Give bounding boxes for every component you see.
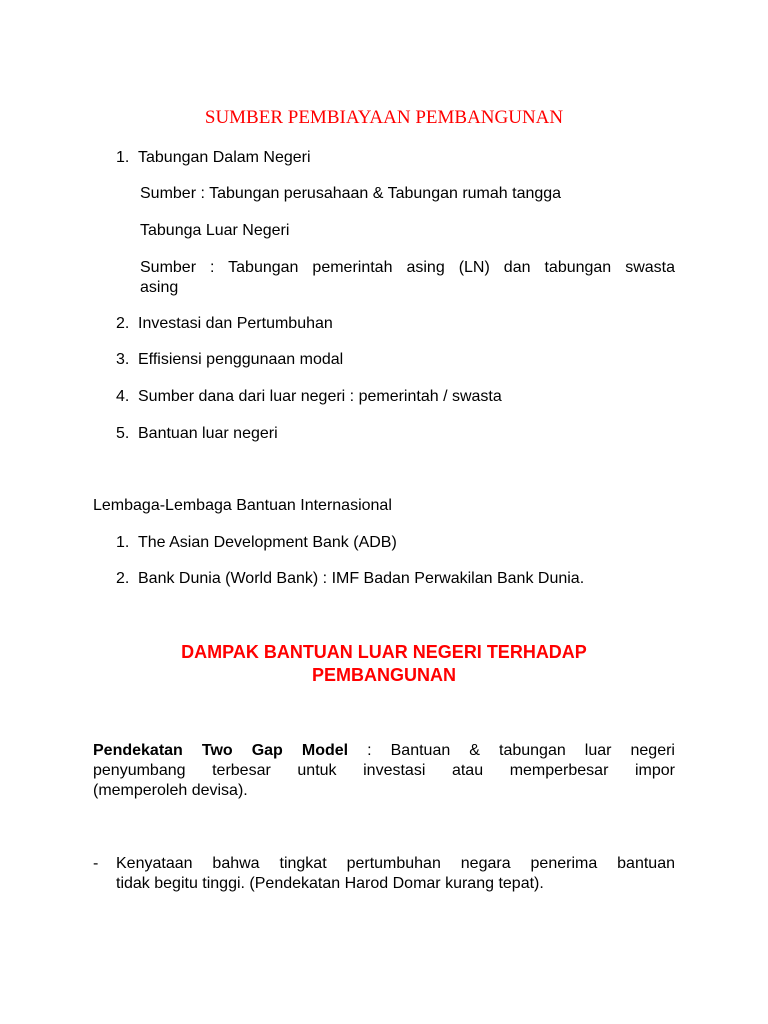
list-label: Tabungan Dalam Negeri — [138, 149, 311, 166]
list-label: Bantuan luar negeri — [138, 425, 278, 442]
list-item — [116, 533, 397, 553]
sumber-luar-line1: Sumber : Tabungan pemerintah asing (LN) dan tabungan swasta — [140, 259, 675, 276]
list-number: 4. — [116, 388, 130, 405]
list-label: Effisiensi penggunaan modal — [138, 351, 344, 368]
list-item — [116, 424, 278, 444]
list-number: 1. — [116, 534, 130, 551]
luar-negeri-title: Tabunga Luar Negeri — [140, 222, 290, 239]
list-item — [116, 387, 502, 407]
list-label: Bank Dunia (World Bank) : IMF Badan Perwakilan Bank Dunia. — [138, 570, 585, 587]
list-item — [116, 314, 333, 334]
page-title: SUMBER PEMBIAYAAN PEMBANGUNAN — [204, 107, 564, 128]
list-label: Sumber dana dari luar negeri : pemerintah / swasta — [138, 388, 502, 405]
list-label: The Asian Development Bank (ADB) — [138, 534, 397, 551]
list-number: 2. — [116, 315, 130, 332]
list-label: Investasi dan Pertumbuhan — [138, 315, 333, 332]
bullet-line2: tidak begitu tinggi. (Pendekatan Harod Domar kurang tepat). — [116, 875, 544, 892]
bullet-line1: Kenyataan bahwa tingkat pertumbuhan negara penerima bantuan — [116, 855, 675, 872]
list-item — [116, 569, 584, 589]
section-title-line1: DAMPAK BANTUAN LUAR NEGERI TERHADAP — [181, 642, 587, 662]
list-number: 3. — [116, 351, 130, 368]
section-title — [0, 641, 768, 687]
lembaga-heading: Lembaga-Lembaga Bantuan Internasional — [93, 497, 392, 514]
two-gap-line2: penyumbang terbesar untuk investasi atau memperbesar impor — [93, 762, 675, 779]
two-gap-line3: (memperoleh devisa). — [93, 782, 248, 799]
two-gap-line1-rest: : Bantuan & tabungan luar negeri — [348, 742, 675, 759]
two-gap-line1 — [93, 741, 675, 761]
two-gap-label: Pendekatan Two Gap Model — [93, 742, 349, 759]
list-number: 2. — [116, 570, 130, 587]
bullet-marker: - — [93, 855, 99, 872]
list-number: 5. — [116, 425, 130, 442]
list-item — [116, 350, 343, 370]
list-number: 1. — [116, 149, 130, 166]
section-title-line2: PEMBANGUNAN — [312, 665, 456, 685]
sumber-dalam-text: Sumber : Tabungan perusahaan & Tabungan rumah tangga — [140, 185, 562, 202]
sumber-luar-line2: asing — [140, 279, 179, 296]
list-item — [116, 148, 311, 168]
